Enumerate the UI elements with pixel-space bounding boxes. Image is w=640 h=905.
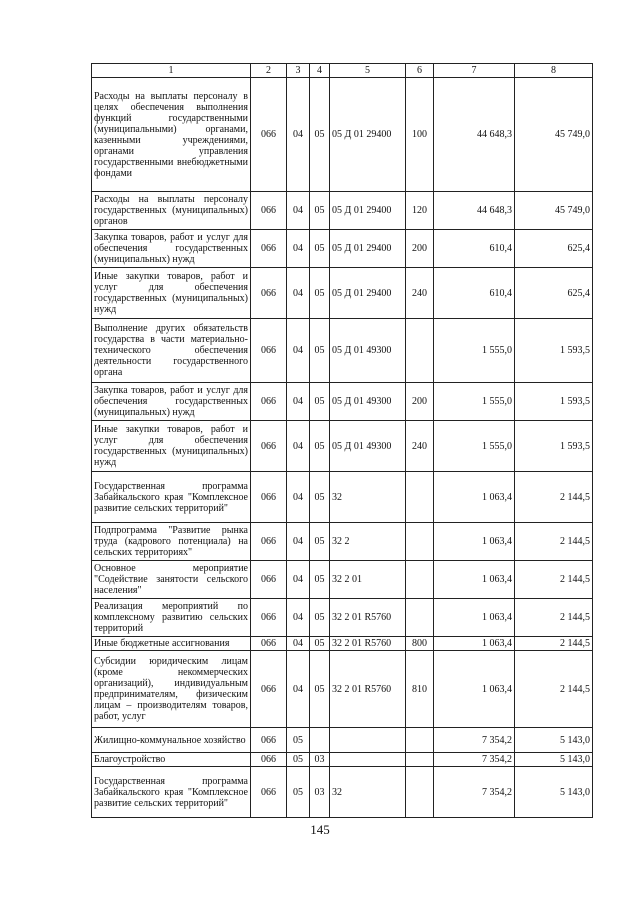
table-row (92, 268, 593, 319)
row-description: Иные закупки товаров, работ и услуг для обеспечения государственных (муниципальных) нужд (92, 268, 251, 319)
row-description: Закупка товаров, работ и услуг для обеспечения государственных (муниципальных) нужд (92, 383, 251, 421)
amount-cell: 7 354,2 (434, 728, 515, 753)
header-cell: 8 (515, 64, 593, 78)
col-6-cell: 800 (406, 637, 434, 651)
amount-cell: 610,4 (434, 230, 515, 268)
col-2-cell: 066 (251, 651, 287, 728)
col-3-cell: 04 (287, 319, 310, 383)
col-3-cell: 04 (287, 651, 310, 728)
col-3-cell: 05 (287, 767, 310, 818)
col-2-cell: 066 (251, 78, 287, 192)
csr-cell: 05 Д 01 49300 (330, 421, 406, 472)
col-4-cell: 05 (310, 599, 330, 637)
col-6-cell: 200 (406, 230, 434, 268)
col-3-cell: 04 (287, 192, 310, 230)
row-description: Субсидии юридическим лицам (кроме некоммерческих организаций), индивидуальным предпринимателям, физическим лицам – производителям товаров, работ, услуг (92, 651, 251, 728)
col-3-cell: 04 (287, 78, 310, 192)
col-3-cell: 05 (287, 753, 310, 767)
csr-cell (330, 728, 406, 753)
amount-cell: 625,4 (515, 230, 593, 268)
col-2-cell: 066 (251, 472, 287, 523)
col-6-cell (406, 753, 434, 767)
header-cell: 6 (406, 64, 434, 78)
amount-cell: 1 063,4 (434, 637, 515, 651)
table-row (92, 319, 593, 383)
col-2-cell: 066 (251, 561, 287, 599)
amount-cell: 7 354,2 (434, 753, 515, 767)
col-4-cell: 05 (310, 78, 330, 192)
amount-cell: 1 555,0 (434, 319, 515, 383)
col-6-cell: 810 (406, 651, 434, 728)
row-description: Подпрограмма "Развитие рынка труда (кадрового потенциала) на сельских территориях" (92, 523, 251, 561)
col-6-cell (406, 728, 434, 753)
col-4-cell: 03 (310, 767, 330, 818)
col-3-cell: 04 (287, 230, 310, 268)
table-row (92, 421, 593, 472)
col-3-cell: 04 (287, 523, 310, 561)
col-2-cell: 066 (251, 728, 287, 753)
row-description: Реализация мероприятий по комплексному развитию сельских территорий (92, 599, 251, 637)
col-2-cell: 066 (251, 319, 287, 383)
amount-cell: 1 063,4 (434, 472, 515, 523)
header-row (92, 64, 593, 78)
col-3-cell: 04 (287, 599, 310, 637)
amount-cell: 2 144,5 (515, 651, 593, 728)
row-description: Государственная программа Забайкальского края "Комплексное развитие сельских территорий" (92, 767, 251, 818)
col-2-cell: 066 (251, 753, 287, 767)
row-description: Иные бюджетные ассигнования (92, 637, 251, 651)
col-2-cell: 066 (251, 767, 287, 818)
col-2-cell: 066 (251, 383, 287, 421)
row-description: Расходы на выплаты персоналу государственных (муниципальных) органов (92, 192, 251, 230)
amount-cell: 5 143,0 (515, 753, 593, 767)
amount-cell: 7 354,2 (434, 767, 515, 818)
amount-cell: 625,4 (515, 268, 593, 319)
col-6-cell: 200 (406, 383, 434, 421)
col-4-cell: 05 (310, 230, 330, 268)
col-3-cell: 04 (287, 472, 310, 523)
col-3-cell: 04 (287, 637, 310, 651)
col-4-cell (310, 728, 330, 753)
col-2-cell: 066 (251, 192, 287, 230)
col-6-cell: 240 (406, 268, 434, 319)
row-description: Благоустройство (92, 753, 251, 767)
budget-table (91, 63, 593, 818)
col-4-cell: 05 (310, 192, 330, 230)
amount-cell: 1 063,4 (434, 561, 515, 599)
csr-cell: 05 Д 01 29400 (330, 78, 406, 192)
table-row (92, 561, 593, 599)
csr-cell (330, 753, 406, 767)
amount-cell: 1 593,5 (515, 383, 593, 421)
amount-cell: 1 063,4 (434, 523, 515, 561)
table-row (92, 230, 593, 268)
amount-cell: 2 144,5 (515, 637, 593, 651)
row-description: Иные закупки товаров, работ и услуг для обеспечения государственных (муниципальных) нужд (92, 421, 251, 472)
header-cell: 2 (251, 64, 287, 78)
col-6-cell: 240 (406, 421, 434, 472)
col-4-cell: 05 (310, 561, 330, 599)
table-row (92, 728, 593, 753)
col-2-cell: 066 (251, 421, 287, 472)
table-row (92, 753, 593, 767)
csr-cell: 32 2 01 R5760 (330, 637, 406, 651)
amount-cell: 1 593,5 (515, 319, 593, 383)
header-cell: 7 (434, 64, 515, 78)
page-number: 145 (310, 822, 330, 837)
col-3-cell: 05 (287, 728, 310, 753)
amount-cell: 2 144,5 (515, 561, 593, 599)
csr-cell: 32 (330, 767, 406, 818)
table-row (92, 472, 593, 523)
header-cell: 3 (287, 64, 310, 78)
header-cell: 5 (330, 64, 406, 78)
col-3-cell: 04 (287, 421, 310, 472)
col-4-cell: 05 (310, 421, 330, 472)
col-2-cell: 066 (251, 268, 287, 319)
col-6-cell (406, 561, 434, 599)
col-3-cell: 04 (287, 383, 310, 421)
table-row (92, 637, 593, 651)
csr-cell: 05 Д 01 29400 (330, 268, 406, 319)
amount-cell: 2 144,5 (515, 523, 593, 561)
col-4-cell: 03 (310, 753, 330, 767)
table-row (92, 78, 593, 192)
amount-cell: 1 555,0 (434, 421, 515, 472)
col-4-cell: 05 (310, 472, 330, 523)
header-cell: 1 (92, 64, 251, 78)
amount-cell: 45 749,0 (515, 78, 593, 192)
col-4-cell: 05 (310, 651, 330, 728)
row-description: Расходы на выплаты персоналу в целях обеспечения выполнения функций государственными (муниципальными) органами, казенными учреждениями, органами управления государственными внебюджетными фондами (92, 78, 251, 192)
header-cell: 4 (310, 64, 330, 78)
row-description: Выполнение других обязательств государства в части материально-технического обеспечения деятельности государственного органа (92, 319, 251, 383)
table-row (92, 767, 593, 818)
amount-cell: 44 648,3 (434, 192, 515, 230)
table-row (92, 651, 593, 728)
amount-cell: 610,4 (434, 268, 515, 319)
col-6-cell (406, 599, 434, 637)
amount-cell: 1 555,0 (434, 383, 515, 421)
table-row (92, 523, 593, 561)
csr-cell: 05 Д 01 29400 (330, 192, 406, 230)
col-6-cell: 100 (406, 78, 434, 192)
col-2-cell: 066 (251, 599, 287, 637)
amount-cell: 2 144,5 (515, 599, 593, 637)
amount-cell: 2 144,5 (515, 472, 593, 523)
col-4-cell: 05 (310, 383, 330, 421)
amount-cell: 5 143,0 (515, 767, 593, 818)
col-3-cell: 04 (287, 268, 310, 319)
amount-cell: 1 063,4 (434, 651, 515, 728)
row-description: Основное мероприятие "Содействие занятости сельского населения" (92, 561, 251, 599)
col-2-cell: 066 (251, 230, 287, 268)
row-description: Закупка товаров, работ и услуг для обеспечения государственных (муниципальных) нужд (92, 230, 251, 268)
csr-cell: 32 2 01 R5760 (330, 599, 406, 637)
row-description: Государственная программа Забайкальского края "Комплексное развитие сельских территорий" (92, 472, 251, 523)
col-4-cell: 05 (310, 319, 330, 383)
col-6-cell (406, 472, 434, 523)
csr-cell: 32 (330, 472, 406, 523)
col-6-cell (406, 319, 434, 383)
amount-cell: 44 648,3 (434, 78, 515, 192)
table-row (92, 383, 593, 421)
amount-cell: 1 593,5 (515, 421, 593, 472)
csr-cell: 32 2 (330, 523, 406, 561)
row-description: Жилищно-коммунальное хозяйство (92, 728, 251, 753)
amount-cell: 1 063,4 (434, 599, 515, 637)
col-4-cell: 05 (310, 637, 330, 651)
amount-cell: 5 143,0 (515, 728, 593, 753)
csr-cell: 32 2 01 (330, 561, 406, 599)
table-row (92, 599, 593, 637)
col-2-cell: 066 (251, 523, 287, 561)
amount-cell: 45 749,0 (515, 192, 593, 230)
col-4-cell: 05 (310, 523, 330, 561)
col-4-cell: 05 (310, 268, 330, 319)
col-6-cell: 120 (406, 192, 434, 230)
col-6-cell (406, 767, 434, 818)
csr-cell: 05 Д 01 49300 (330, 319, 406, 383)
col-2-cell: 066 (251, 637, 287, 651)
col-6-cell (406, 523, 434, 561)
col-3-cell: 04 (287, 561, 310, 599)
csr-cell: 05 Д 01 49300 (330, 383, 406, 421)
csr-cell: 05 Д 01 29400 (330, 230, 406, 268)
table-row (92, 192, 593, 230)
csr-cell: 32 2 01 R5760 (330, 651, 406, 728)
